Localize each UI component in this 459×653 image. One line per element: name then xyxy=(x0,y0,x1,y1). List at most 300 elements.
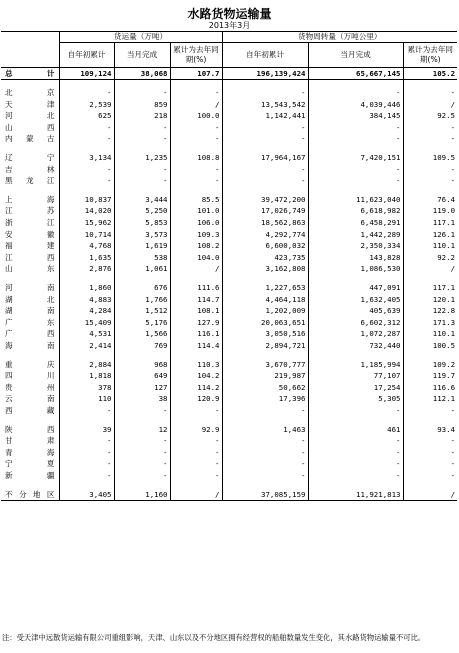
turnover-pct-cell: 109.2 xyxy=(403,359,457,371)
table-row xyxy=(1,217,457,229)
freight-pct-cell: 108.1 xyxy=(170,305,222,317)
spacer-cell xyxy=(59,417,114,424)
spacer-cell xyxy=(114,187,170,194)
turnover-month-cell: 17,254 xyxy=(308,382,403,394)
turnover-pct-cell: 105.2 xyxy=(403,67,457,80)
turnover-ytd-cell: - xyxy=(222,458,308,470)
freight-pct-cell: 109.3 xyxy=(170,229,222,241)
spacer-cell xyxy=(308,417,403,424)
freight-month-cell: 1,061 xyxy=(114,263,170,275)
spacer-cell xyxy=(170,187,222,194)
header-region-col xyxy=(1,42,59,67)
spacer-cell xyxy=(222,482,308,489)
region-cell: 甘肃 xyxy=(5,436,55,446)
table-row xyxy=(1,294,457,306)
region-cell: 重庆 xyxy=(5,359,55,369)
freight-pct-cell: - xyxy=(170,435,222,447)
freight-month-cell: - xyxy=(114,164,170,176)
spacer-cell xyxy=(59,187,114,194)
turnover-ytd-cell: 4,292,774 xyxy=(222,229,308,241)
spacer-cell xyxy=(114,417,170,424)
turnover-pct-cell: 110.1 xyxy=(403,328,457,340)
freight-ytd-cell: - xyxy=(59,447,114,459)
freight-pct-cell: - xyxy=(170,122,222,134)
freight-pct-cell: 101.0 xyxy=(170,205,222,217)
turnover-ytd-cell: 3,670,777 xyxy=(222,359,308,371)
region-cell: 河南 xyxy=(5,283,55,292)
table-row xyxy=(1,359,457,371)
freight-ytd-cell: - xyxy=(59,122,114,134)
freight-pct-cell: 108.2 xyxy=(170,240,222,252)
turnover-month-cell: 7,420,151 xyxy=(308,152,403,164)
turnover-ytd-cell: 50,662 xyxy=(222,382,308,394)
freight-pct-cell: 110.3 xyxy=(170,359,222,371)
region-cell: 内蒙古 xyxy=(5,134,55,144)
table-row xyxy=(1,489,457,501)
freight-ytd-cell: 4,883 xyxy=(59,294,114,306)
freight-pct-cell: 114.4 xyxy=(170,340,222,352)
region-cell: 青海 xyxy=(5,447,55,457)
spacer-cell xyxy=(59,482,114,489)
freight-pct-cell: 92.9 xyxy=(170,424,222,436)
spacer-cell xyxy=(170,417,222,424)
spacer-cell xyxy=(403,187,457,194)
row-spacer xyxy=(1,417,457,424)
freight-ytd-cell: 2,539 xyxy=(59,99,114,111)
spacer-cell xyxy=(1,482,59,489)
turnover-pct-cell: - xyxy=(403,164,457,176)
turnover-month-cell: - xyxy=(308,133,403,145)
turnover-month-cell: 5,305 xyxy=(308,393,403,405)
turnover-ytd-cell: 17,964,167 xyxy=(222,152,308,164)
region-cell: 浙江 xyxy=(5,218,55,228)
turnover-ytd-cell: 20,063,651 xyxy=(222,317,308,329)
freight-ytd-cell: 4,284 xyxy=(59,305,114,317)
table-body xyxy=(1,67,457,501)
freight-ytd-cell: 110 xyxy=(59,393,114,405)
header-freight-turnover: 货物周转量（万吨公里） xyxy=(222,32,457,43)
table-row xyxy=(1,122,457,134)
table-row xyxy=(1,305,457,317)
spacer-cell xyxy=(308,187,403,194)
region-cell: 山东 xyxy=(5,264,55,274)
header-pct: 累计为去年同期(%) xyxy=(170,42,222,67)
spacer-cell xyxy=(59,275,114,282)
table-row xyxy=(1,470,457,482)
freight-month-cell: 1,619 xyxy=(114,240,170,252)
freight-ytd-cell: - xyxy=(59,435,114,447)
region-cell: 贵州 xyxy=(5,382,55,392)
region-cell: 江苏 xyxy=(5,206,55,216)
turnover-pct-cell: 126.1 xyxy=(403,229,457,241)
turnover-pct-cell: / xyxy=(403,99,457,111)
freight-pct-cell: 108.8 xyxy=(170,152,222,164)
turnover-month-cell: - xyxy=(308,164,403,176)
turnover-ytd-cell: 3,162,808 xyxy=(222,263,308,275)
turnover-ytd-cell: - xyxy=(222,133,308,145)
freight-ytd-cell: 1,635 xyxy=(59,252,114,264)
turnover-month-cell: 405,639 xyxy=(308,305,403,317)
table-row xyxy=(1,405,457,417)
footnote: 注：受天津中远散货运输有限公司重组影响，天津、山东以及不分地区拥有经营权的船舶数量发生变化，其水路货物运输量不可比。 xyxy=(2,633,426,642)
spacer-cell xyxy=(222,80,308,88)
region-cell: 广东 xyxy=(5,317,55,327)
freight-month-cell: - xyxy=(114,122,170,134)
turnover-month-cell: - xyxy=(308,435,403,447)
table-row xyxy=(1,240,457,252)
turnover-pct-cell: 116.6 xyxy=(403,382,457,394)
freight-month-cell: 5,250 xyxy=(114,205,170,217)
turnover-pct-cell: 76.4 xyxy=(403,194,457,206)
freight-ytd-cell: - xyxy=(59,405,114,417)
row-spacer xyxy=(1,482,457,489)
spacer-cell xyxy=(308,482,403,489)
table-row xyxy=(1,393,457,405)
spacer-cell xyxy=(308,80,403,88)
spacer-cell xyxy=(403,80,457,88)
turnover-pct-cell: - xyxy=(403,87,457,99)
freight-month-cell: - xyxy=(114,458,170,470)
freight-ytd-cell: 4,768 xyxy=(59,240,114,252)
row-spacer xyxy=(1,145,457,152)
turnover-month-cell: - xyxy=(308,405,403,417)
region-cell: 总计 xyxy=(1,67,59,80)
spacer-cell xyxy=(222,417,308,424)
freight-month-cell: 3,573 xyxy=(114,229,170,241)
freight-ytd-cell: - xyxy=(59,164,114,176)
turnover-month-cell: 447,091 xyxy=(308,282,403,294)
header-ytd: 自年初累计 xyxy=(59,42,114,67)
spacer-cell xyxy=(308,352,403,359)
region-cell: 福建 xyxy=(5,241,55,251)
region-cell: 安徽 xyxy=(5,229,55,239)
freight-month-cell: 1,235 xyxy=(114,152,170,164)
turnover-month-cell: - xyxy=(308,175,403,187)
turnover-ytd-cell: - xyxy=(222,470,308,482)
freight-ytd-cell: 109,124 xyxy=(59,67,114,80)
freight-pct-cell: 107.7 xyxy=(170,67,222,80)
turnover-ytd-cell: 17,396 xyxy=(222,393,308,405)
freight-pct-cell: 116.1 xyxy=(170,328,222,340)
turnover-pct-cell: 171.3 xyxy=(403,317,457,329)
turnover-pct-cell: - xyxy=(403,458,457,470)
freight-pct-cell: - xyxy=(170,470,222,482)
table-row xyxy=(1,424,457,436)
freight-month-cell: - xyxy=(114,133,170,145)
turnover-pct-cell: 92.5 xyxy=(403,110,457,122)
freight-ytd-cell: - xyxy=(59,470,114,482)
table-row xyxy=(1,110,457,122)
turnover-pct-cell: - xyxy=(403,435,457,447)
spacer-cell xyxy=(170,80,222,88)
header-month: 当月完成 xyxy=(114,42,170,67)
spacer-cell xyxy=(1,417,59,424)
table-row xyxy=(1,328,457,340)
freight-pct-cell: 114.2 xyxy=(170,382,222,394)
turnover-ytd-cell: 18,562,863 xyxy=(222,217,308,229)
table-row xyxy=(1,205,457,217)
freight-month-cell: 649 xyxy=(114,370,170,382)
freight-ytd-cell: 14,020 xyxy=(59,205,114,217)
turnover-month-cell: 143,828 xyxy=(308,252,403,264)
freight-pct-cell: 100.0 xyxy=(170,110,222,122)
freight-month-cell: 1,766 xyxy=(114,294,170,306)
turnover-pct-cell: / xyxy=(403,263,457,275)
freight-ytd-cell: 3,405 xyxy=(59,489,114,501)
header-freight-volume: 货运量（万吨） xyxy=(59,32,222,43)
turnover-ytd-cell: - xyxy=(222,164,308,176)
region-cell: 天津 xyxy=(5,99,55,109)
spacer-cell xyxy=(222,352,308,359)
table-row xyxy=(1,194,457,206)
turnover-month-cell: - xyxy=(308,470,403,482)
freight-pct-cell: 106.0 xyxy=(170,217,222,229)
turnover-ytd-cell: 37,085,159 xyxy=(222,489,308,501)
turnover-ytd-cell: 1,202,009 xyxy=(222,305,308,317)
freight-month-cell: - xyxy=(114,405,170,417)
turnover-pct-cell: 112.1 xyxy=(403,393,457,405)
turnover-pct-cell: - xyxy=(403,405,457,417)
turnover-pct-cell: 119.0 xyxy=(403,205,457,217)
turnover-month-cell: 6,618,982 xyxy=(308,205,403,217)
freight-pct-cell: / xyxy=(170,489,222,501)
spacer-cell xyxy=(114,482,170,489)
freight-month-cell: 127 xyxy=(114,382,170,394)
turnover-ytd-cell: - xyxy=(222,122,308,134)
region-cell: 江西 xyxy=(5,252,55,262)
table-row xyxy=(1,164,457,176)
table-row xyxy=(1,382,457,394)
freight-pct-cell: - xyxy=(170,447,222,459)
freight-pct-cell: - xyxy=(170,405,222,417)
freight-month-cell: 968 xyxy=(114,359,170,371)
table-row xyxy=(1,87,457,99)
turnover-pct-cell: / xyxy=(403,489,457,501)
row-spacer xyxy=(1,187,457,194)
turnover-ytd-cell: 1,227,653 xyxy=(222,282,308,294)
turnover-month-cell: 1,086,530 xyxy=(308,263,403,275)
turnover-ytd-cell: - xyxy=(222,435,308,447)
freight-month-cell: - xyxy=(114,447,170,459)
region-cell: 北京 xyxy=(5,88,55,98)
spacer-cell xyxy=(1,187,59,194)
turnover-pct-cell: 109.5 xyxy=(403,152,457,164)
spacer-cell xyxy=(222,145,308,152)
freight-pct-cell: 111.6 xyxy=(170,282,222,294)
turnover-ytd-cell: 2,894,721 xyxy=(222,340,308,352)
freight-ytd-cell: 10,714 xyxy=(59,229,114,241)
freight-month-cell: 218 xyxy=(114,110,170,122)
freight-ytd-cell: 625 xyxy=(59,110,114,122)
spacer-cell xyxy=(170,275,222,282)
freight-pct-cell: - xyxy=(170,87,222,99)
turnover-pct-cell: - xyxy=(403,470,457,482)
freight-table xyxy=(1,31,457,501)
table-row xyxy=(1,317,457,329)
table-row xyxy=(1,252,457,264)
freight-month-cell: 1,566 xyxy=(114,328,170,340)
turnover-month-cell: 1,632,405 xyxy=(308,294,403,306)
turnover-pct-cell: 117.1 xyxy=(403,282,457,294)
turnover-month-cell: - xyxy=(308,87,403,99)
report-title: 水路货物运输量 xyxy=(187,7,272,21)
spacer-cell xyxy=(114,275,170,282)
turnover-month-cell: 732,440 xyxy=(308,340,403,352)
spacer-cell xyxy=(170,482,222,489)
freight-ytd-cell: 2,876 xyxy=(59,263,114,275)
region-cell: 黑龙江 xyxy=(5,176,55,186)
spacer-cell xyxy=(308,275,403,282)
freight-ytd-cell: - xyxy=(59,458,114,470)
table-row xyxy=(1,435,457,447)
row-spacer xyxy=(1,80,457,88)
spacer-cell xyxy=(403,145,457,152)
region-cell: 四川 xyxy=(5,371,55,381)
freight-month-cell: - xyxy=(114,87,170,99)
freight-month-cell: - xyxy=(114,435,170,447)
turnover-month-cell: 65,667,145 xyxy=(308,67,403,80)
header-pct-turnover: 累计为去年同期(%) xyxy=(403,42,457,67)
spacer-cell xyxy=(403,417,457,424)
freight-pct-cell: / xyxy=(170,99,222,111)
table-row xyxy=(1,340,457,352)
freight-pct-cell: 114.7 xyxy=(170,294,222,306)
turnover-pct-cell: 117.1 xyxy=(403,217,457,229)
table-row xyxy=(1,282,457,294)
freight-month-cell: 676 xyxy=(114,282,170,294)
freight-month-cell: 5,853 xyxy=(114,217,170,229)
spacer-cell xyxy=(114,80,170,88)
report-subtitle: 2013年3月 xyxy=(208,21,251,30)
freight-month-cell: - xyxy=(114,175,170,187)
freight-month-cell: 538 xyxy=(114,252,170,264)
turnover-pct-cell: 92.2 xyxy=(403,252,457,264)
turnover-ytd-cell: 219,987 xyxy=(222,370,308,382)
freight-pct-cell: 104.2 xyxy=(170,370,222,382)
freight-ytd-cell: - xyxy=(59,133,114,145)
spacer-cell xyxy=(1,352,59,359)
freight-ytd-cell: 4,531 xyxy=(59,328,114,340)
table-row xyxy=(1,175,457,187)
header-ytd-turnover: 自年初累计 xyxy=(222,42,308,67)
turnover-pct-cell: 110.1 xyxy=(403,240,457,252)
freight-ytd-cell: 378 xyxy=(59,382,114,394)
freight-ytd-cell: 1,818 xyxy=(59,370,114,382)
freight-month-cell: 859 xyxy=(114,99,170,111)
turnover-month-cell: 461 xyxy=(308,424,403,436)
freight-month-cell: 1,512 xyxy=(114,305,170,317)
spacer-cell xyxy=(222,187,308,194)
region-cell: 西藏 xyxy=(5,405,55,415)
turnover-ytd-cell: 1,463 xyxy=(222,424,308,436)
turnover-month-cell: 11,623,040 xyxy=(308,194,403,206)
region-cell: 云南 xyxy=(5,394,55,404)
region-cell: 山西 xyxy=(5,122,55,132)
spacer-cell xyxy=(1,145,59,152)
spacer-cell xyxy=(170,352,222,359)
freight-pct-cell: 85.5 xyxy=(170,194,222,206)
spacer-cell xyxy=(308,145,403,152)
total-row xyxy=(1,67,457,80)
turnover-pct-cell: - xyxy=(403,175,457,187)
table-row xyxy=(1,458,457,470)
freight-ytd-cell: 2,414 xyxy=(59,340,114,352)
freight-pct-cell: / xyxy=(170,263,222,275)
table-row xyxy=(1,152,457,164)
row-spacer xyxy=(1,352,457,359)
freight-pct-cell: - xyxy=(170,175,222,187)
table-row xyxy=(1,370,457,382)
turnover-ytd-cell: 1,142,441 xyxy=(222,110,308,122)
region-cell: 河北 xyxy=(5,111,55,121)
freight-month-cell: - xyxy=(114,470,170,482)
turnover-pct-cell: 119.7 xyxy=(403,370,457,382)
region-cell: 上海 xyxy=(5,194,55,204)
spacer-cell xyxy=(403,482,457,489)
turnover-ytd-cell: 196,139,424 xyxy=(222,67,308,80)
region-cell: 吉林 xyxy=(5,164,55,174)
turnover-pct-cell: - xyxy=(403,122,457,134)
turnover-pct-cell: 93.4 xyxy=(403,424,457,436)
freight-ytd-cell: 15,409 xyxy=(59,317,114,329)
freight-month-cell: 1,160 xyxy=(114,489,170,501)
spacer-cell xyxy=(59,352,114,359)
spacer-cell xyxy=(59,80,114,88)
freight-month-cell: 3,444 xyxy=(114,194,170,206)
freight-pct-cell: 104.0 xyxy=(170,252,222,264)
spacer-cell xyxy=(1,80,59,88)
region-cell: 湖南 xyxy=(5,306,55,316)
turnover-month-cell: 11,921,813 xyxy=(308,489,403,501)
spacer-cell xyxy=(114,145,170,152)
turnover-pct-cell: - xyxy=(403,133,457,145)
freight-pct-cell: - xyxy=(170,133,222,145)
freight-pct-cell: - xyxy=(170,164,222,176)
turnover-ytd-cell: 6,600,032 xyxy=(222,240,308,252)
freight-ytd-cell: 15,962 xyxy=(59,217,114,229)
turnover-month-cell: 1,185,994 xyxy=(308,359,403,371)
region-cell: 辽宁 xyxy=(5,153,55,163)
freight-month-cell: 5,176 xyxy=(114,317,170,329)
region-cell: 海南 xyxy=(5,340,55,350)
freight-ytd-cell: - xyxy=(59,175,114,187)
header-region-blank xyxy=(1,32,59,43)
turnover-ytd-cell: - xyxy=(222,447,308,459)
freight-ytd-cell: 1,860 xyxy=(59,282,114,294)
spacer-cell xyxy=(403,275,457,282)
table-row xyxy=(1,99,457,111)
table-row xyxy=(1,447,457,459)
turnover-pct-cell: 122.8 xyxy=(403,305,457,317)
turnover-ytd-cell: - xyxy=(222,87,308,99)
table-row xyxy=(1,263,457,275)
turnover-month-cell: 1,072,287 xyxy=(308,328,403,340)
turnover-month-cell: 1,442,289 xyxy=(308,229,403,241)
spacer-cell xyxy=(403,352,457,359)
spacer-cell xyxy=(59,145,114,152)
region-cell: 广西 xyxy=(5,329,55,339)
turnover-ytd-cell: - xyxy=(222,405,308,417)
turnover-pct-cell: 100.5 xyxy=(403,340,457,352)
freight-month-cell: 769 xyxy=(114,340,170,352)
turnover-pct-cell: - xyxy=(403,447,457,459)
turnover-month-cell: - xyxy=(308,458,403,470)
freight-ytd-cell: 39 xyxy=(59,424,114,436)
region-cell: 新疆 xyxy=(5,470,55,480)
turnover-ytd-cell: 4,464,118 xyxy=(222,294,308,306)
spacer-cell xyxy=(170,145,222,152)
freight-ytd-cell: 2,884 xyxy=(59,359,114,371)
